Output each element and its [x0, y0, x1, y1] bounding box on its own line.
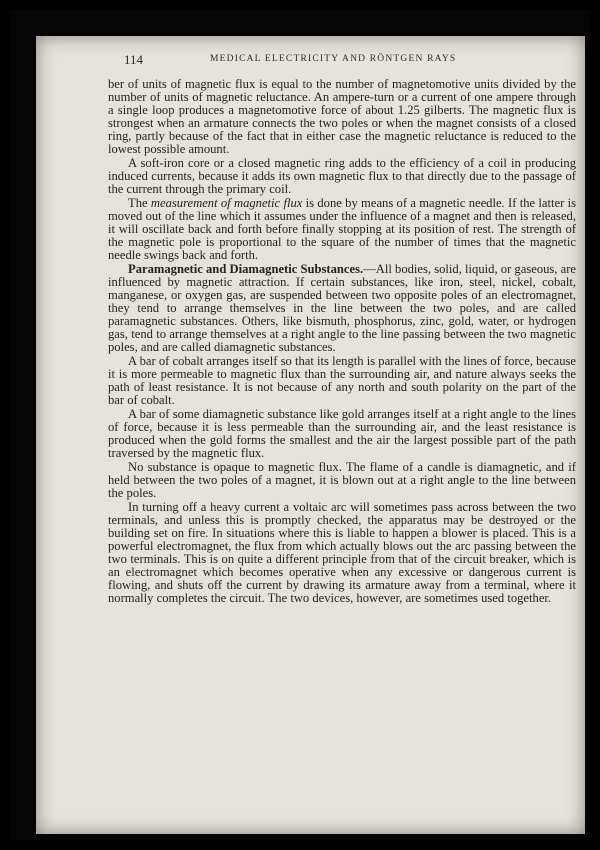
paragraph-3-italic: measurement of magnetic flux: [150, 196, 303, 210]
photo-frame: [10, 10, 590, 840]
section-heading: Paramagnetic and Diamagnetic Substances.: [128, 262, 364, 276]
paragraph-7: No substance is opaque to magnetic flux. The flame of a candle is diamagnetic, and if held between the two poles of a magnet, it is blown out at a right angle to the line between the poles.: [108, 460, 576, 500]
paragraph-3: [108, 197, 576, 262]
page-header: [124, 52, 584, 72]
page-number: 114: [124, 52, 144, 67]
paragraph-1: ber of units of magnetic flux is equal to the number of magnetomotive units divided by the number of units of magnetic reluctance. An ampere-turn or a current of one ampere through a single loop produces a magnetomotive force of about 1.25 gilberts. The magnetic flux is strongest when an armature connects the two poles or when the magnet consists of a closed ring, partly because of the fact that in either case the magnetic reluctance is reduced to the lowest possible amount.: [108, 78, 576, 156]
paragraph-3-rest: is done by means of a magnetic needle. If the latter is moved out of the line which it assumes under the influence of a magnet and then is released, it will oscillate back and forth before finally stopping at its position of rest. The strength of the magnetic pole is proportional to the square of the number of times that the magnetic needle swings back and forth.: [108, 196, 576, 262]
page-body: [108, 78, 576, 828]
paragraph-8: In turning off a heavy current a voltaic arc will sometimes pass across between the two terminals, and unless this is promptly checked, the apparatus may be destroyed or the building set on fire. In situations where this is liable to happen a blower is placed. This is a powerful electromagnet, the flux from which actually blows out the arc passing between the two terminals. This is on quite a different principle from that of the circuit breaker, which is an electromagnet which becomes operative when any excessive or dangerous current is flowing, and shuts off the current by drawing its armature away from a terminal, where it normally completes the circuit. The two devices, however, are sometimes used together.: [108, 500, 576, 605]
paragraph-5: A bar of cobalt arranges itself so that its length is parallel with the lines of force, because it is more permeable to magnetic flux than the surrounding air, and nature always seeks the path of least resistance. It is not because of any north and south polarity on the part of the bar of cobalt.: [108, 354, 576, 407]
paragraph-2: A soft-iron core or a closed magnetic ring adds to the efficiency of a coil in producing induced currents, because it adds its own magnetic flux to that directly due to the passage of the current through the primary coil.: [108, 156, 576, 196]
running-title: MEDICAL ELECTRICITY AND RÖNTGEN RAYS: [210, 54, 457, 64]
paragraph-4-text: —All bodies, solid, liquid, or gaseous, are influenced by magnetic attraction. If certain substances, like iron, steel, nickel, cobalt, manganese, or oxygen gas, are suspended between two opposite poles of an electromagnet, they tend to arrange themselves in the line between the two poles, and are called paramagnetic substances. Others, like bismuth, phosphorus, zinc, gold, water, or hydrogen gas, tend to arrange themselves at a right angle to the line passing between the two magnetic poles, and are called diamagnetic substances.: [108, 262, 576, 354]
paragraph-3-lead: The: [128, 196, 151, 210]
paragraph-6: A bar of some diamagnetic substance like gold arranges itself at a right angle to the lines of force, because it is less permeable than the surrounding air, and the least resistance is produced when the gold forms the smallest and the air the largest possible part of the path traversed by the magnetic flux.: [108, 407, 576, 460]
book-page: [36, 36, 585, 834]
paragraph-4: [108, 263, 576, 354]
